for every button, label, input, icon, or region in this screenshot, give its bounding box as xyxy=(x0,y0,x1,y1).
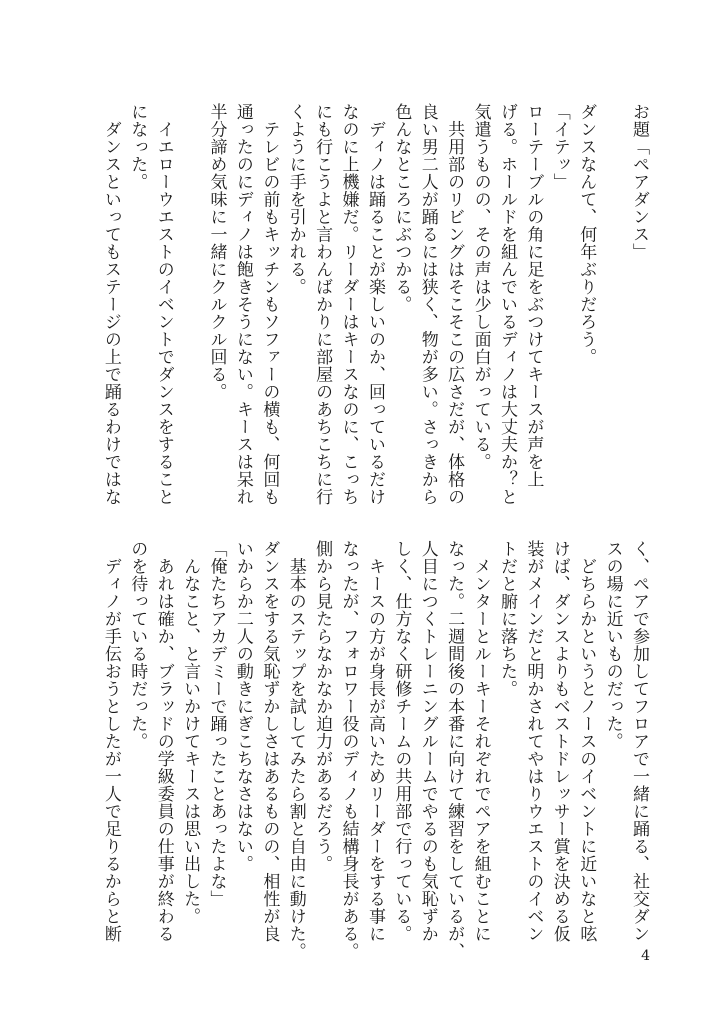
text-line: テレビの前もキッチンもソファーの横も、何回も xyxy=(259,103,280,506)
text-line: げる。ホールドを組んでいるディノは大丈夫か？と xyxy=(496,103,517,506)
text-line: ローテーブルの角に足をぶつけてキースが声を上 xyxy=(523,103,544,488)
text-line: なのに上機嫌だ。リーダーはキースなのに、こっち xyxy=(338,103,359,506)
text-line: あれは確か、ブラッドの学級委員の仕事が終わる xyxy=(153,540,174,943)
text-line: お題「ペアダンス」 xyxy=(629,103,649,261)
text-line: トだと腑に落ちた。 xyxy=(496,540,517,698)
text-line: しく、仕方なく研修チームの共用部で行っている。 xyxy=(391,540,412,943)
lower-text-block xyxy=(97,540,652,960)
text-line xyxy=(599,103,625,483)
text-line: メンターとルーキーそれぞれでペアを組むことに xyxy=(470,540,491,943)
text-line: 基本のステップを試してみたら割と自由に動けた。 xyxy=(285,540,306,960)
text-line: ダンスといってもステージの上で踊るわけではな xyxy=(100,103,121,506)
text-line: 側から見たらなかなか迫力があるだろう。 xyxy=(312,540,333,873)
text-line: 人目につくトレーニングルームでやるのも気恥ずか xyxy=(417,540,438,943)
text-line: ディノは踊ることが楽しいのか、回っているだけ xyxy=(364,103,385,506)
text-line: キースの方が身長が高いためリーダーをする事に xyxy=(364,540,385,943)
text-line: イエローウエストのイベントでダンスをすること xyxy=(153,103,174,506)
text-line: のを待っている時だった。 xyxy=(127,540,148,750)
text-line: くように手を引かれる。 xyxy=(285,103,306,296)
text-line: ディノが手伝おうとしたが一人で足りるからと断 xyxy=(100,540,121,943)
text-line: スの場に近いものだった。 xyxy=(602,540,623,750)
text-line: んなこと、と言いかけてキースは思い出した。 xyxy=(180,540,201,925)
text-line: なったが、フォロワー役のディノも結構身長がある。 xyxy=(338,540,359,960)
text-line: にも行こうよと言わんばかりに部屋のあちこちに行 xyxy=(312,103,333,506)
text-line xyxy=(177,103,203,483)
text-line: ダンスをする気恥ずかしさはあるものの、相性が良 xyxy=(259,540,280,943)
text-line: 「イテッ」 xyxy=(549,103,570,191)
text-line: 通ったのにディノは飽きそうにない。キースは呆れ xyxy=(232,103,253,506)
text-line: いからか二人の動きにぎこちなさはない。 xyxy=(232,540,253,873)
text-line: 共用部のリビングはそこそこの広さだが、体格の xyxy=(444,103,465,506)
text-line: く、ペアで参加してフロアで一緒に踊る、社交ダン xyxy=(629,540,649,943)
text-line: 良い男二人が踊るには狭く、物が多い。さっきから xyxy=(417,103,438,506)
upper-text-block xyxy=(97,103,652,506)
text-line: 気遣うものの、その声は少し面白がっている。 xyxy=(470,103,491,471)
text-line: けば、ダンスよりもベストドレッサー賞を決める仮 xyxy=(549,540,570,943)
page-number: 4 xyxy=(641,948,650,964)
text-line: なった。二週間後の本番に向けて練習をしているが、 xyxy=(444,540,465,960)
text-line: どちらかというとノースのイベントに近いなと呟 xyxy=(576,540,597,943)
text-line: 「俺たちアカデミーで踊ったことあったよな」 xyxy=(206,540,227,908)
text-line: ダンスなんて、何年ぶりだろう。 xyxy=(576,103,597,366)
text-line: 色んなところにぶつかる。 xyxy=(391,103,412,313)
text-line: 装がメインだと明かされてやはりウエストのイベン xyxy=(523,540,544,943)
text-line: になった。 xyxy=(127,103,148,191)
text-line: 半分諦め気味に一緒にクルクル回る。 xyxy=(206,103,227,401)
